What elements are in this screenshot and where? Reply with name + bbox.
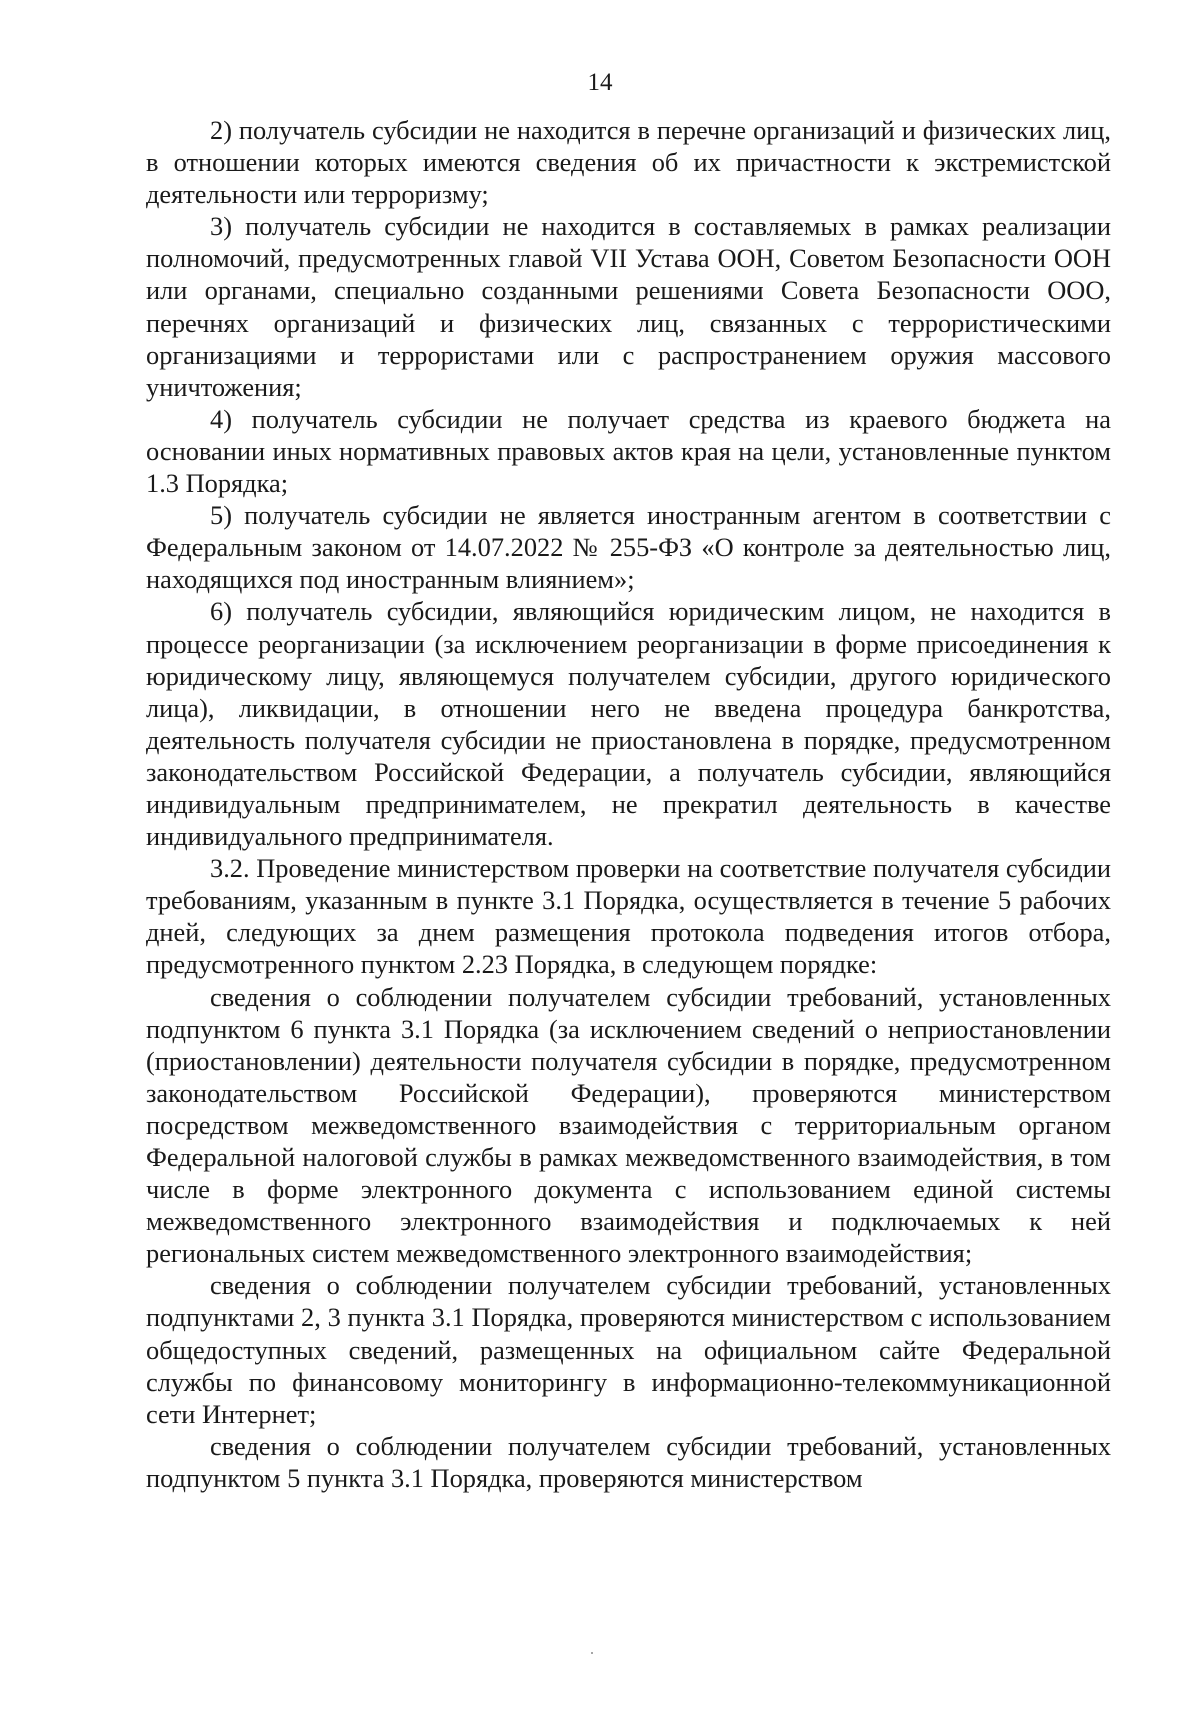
paragraph-section-3-2: 3.2. Проведение министерством проверки на соответствие получателя субсидии требованиям, указанным в пункте 3.1 Порядка, осуществляется в течение 5 рабочих дней, следующих за днем размещения протокола подведения итогов отбора, предусмотренного пунктом 2.23 Порядка, в следующем порядке: [146, 853, 1111, 980]
paragraph-check-subitem-5: сведения о соблюдении получателем субсидии требований, установленных подпунктом 5 пункта 3.1 Порядка, проверяются министерством [146, 1430, 1111, 1493]
document-body [146, 114, 1111, 1494]
paragraph-item-6: 6) получатель субсидии, являющийся юридическим лицом, не находится в процессе реорганизации (за исключением реорганизации в форме присоединения к юридическому лицу, являющемуся получателем субсидии, другого юридического лица), ликвидации, в отношении него не введена процедура банкротства, деятельность получателя субсидии не приостановлена в порядке, предусмотренном законодательством Российской Федерации, а получатель субсидии, являющийся индивидуальным предпринимателем, не прекратил деятельность в качестве индивидуального предпринимателя. [146, 596, 1111, 852]
paragraph-check-subitem-6: сведения о соблюдении получателем субсидии требований, установленных подпунктом 6 пункта 3.1 Порядка (за исключением сведений о неприостановлении (приостановлении) деятельности получателя субсидии в порядке, предусмотренном законодательством Российской Федерации), проверяются министерством посредством межведомственного взаимодействия с территориальным органом Федеральной налоговой службы в рамках межведомственного взаимодействия, в том числе в форме электронного документа с использованием единой системы межведомственного электронного взаимодействия и подключаемых к ней региональных систем межведомственного электронного взаимодействия; [146, 981, 1111, 1269]
paragraph-item-3: 3) получатель субсидии не находится в составляемых в рамках реализации полномочий, предусмотренных главой VII Устава ООН, Советом Безопасности ООН или органами, специально созданными решениями Совета Безопасности ООО, перечнях организаций и физических лиц, связанных с террористическими организациями и террористами или с распространением оружия массового уничтожения; [146, 211, 1111, 402]
scan-speck [591, 1652, 593, 1654]
paragraph-check-subitems-2-3: сведения о соблюдении получателем субсидии требований, установленных подпунктами 2, 3 пункта 3.1 Порядка, проверяются министерством с использованием общедоступных сведений, размещенных на официальном сайте Федеральной службы по финансовому мониторингу в информационно-телекоммуникационной сети Интернет; [146, 1270, 1111, 1429]
paragraph-item-4: 4) получатель субсидии не получает средства из краевого бюджета на основании иных нормативных правовых актов края на цели, установленные пунктом 1.3 Порядка; [146, 403, 1111, 499]
paragraph-item-2: 2) получатель субсидии не находится в перечне организаций и физических лиц, в отношении которых имеются сведения об их причастности к экстремистской деятельности или терроризму; [146, 115, 1111, 210]
page-number: 14 [587, 69, 613, 96]
paragraph-item-5: 5) получатель субсидии не является иностранным агентом в соответствии с Федеральным законом от 14.07.2022 № 255-ФЗ «О контроле за деятельностью лиц, находящихся под иностранным влиянием»; [146, 500, 1111, 595]
